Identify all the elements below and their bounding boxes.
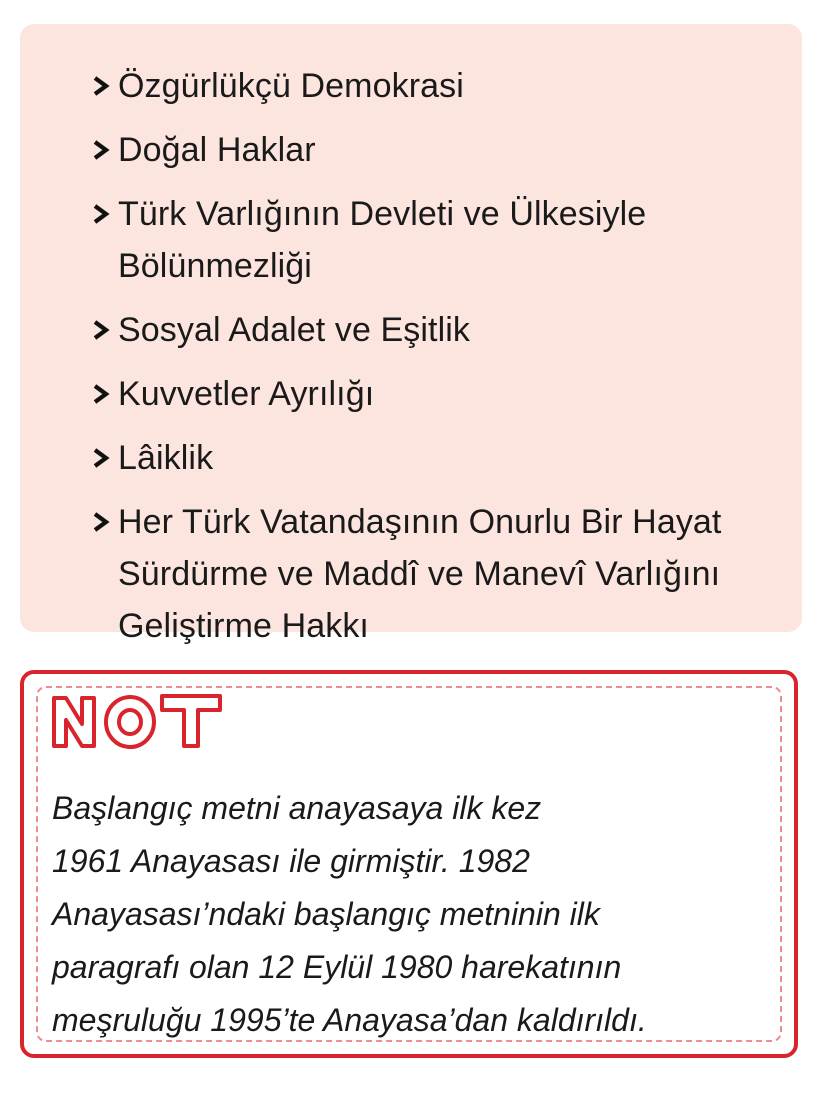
note-line: Anayasası’ndaki başlangıç metninin ilk: [52, 896, 600, 932]
chevron-right-icon: [92, 368, 114, 420]
list-item: [98, 304, 802, 356]
chevron-right-icon: [92, 124, 114, 176]
chevron-right-icon: [92, 304, 114, 356]
note-body: [52, 782, 772, 1047]
list-item: [98, 496, 802, 652]
list-item: [98, 60, 802, 112]
note-box: [20, 670, 798, 1058]
note-title: [48, 688, 228, 752]
list-item-text: Doğal Haklar: [118, 131, 316, 169]
chevron-right-icon: [92, 188, 114, 240]
note-line: paragrafı olan 12 Eylül 1980 harekatının: [52, 949, 622, 985]
list-item-text: Bölünmezliği: [118, 247, 312, 285]
list-item-text: Her Türk Vatandaşının Onurlu Bir Hayat: [118, 503, 722, 541]
list-item: [98, 188, 802, 292]
list-item-text: Özgürlükçü Demokrasi: [118, 67, 464, 105]
list-item: [98, 432, 802, 484]
note-title-logo: [48, 688, 228, 752]
chevron-right-icon: [92, 60, 114, 112]
list-item-text: Lâiklik: [118, 439, 214, 477]
list-item-text: Kuvvetler Ayrılığı: [118, 375, 375, 413]
note-line: Başlangıç metni anayasaya ilk kez: [52, 790, 542, 826]
list-item-text: Türk Varlığının Devleti ve Ülkesiyle: [118, 195, 647, 233]
list-item: [98, 124, 802, 176]
list-item: [98, 368, 802, 420]
principles-list: [98, 60, 802, 652]
chevron-right-icon: [92, 496, 114, 548]
note-line: 1961 Anayasası ile girmiştir. 1982: [52, 843, 530, 879]
list-item-text: Sürdürme ve Maddî ve Manevî Varlığını: [118, 555, 721, 593]
chevron-right-icon: [92, 432, 114, 484]
list-item-text: Geliştirme Hakkı: [118, 607, 369, 645]
list-item-text: Sosyal Adalet ve Eşitlik: [118, 311, 471, 349]
note-line: meşruluğu 1995’te Anayasa’dan kaldırıldı.: [52, 1002, 647, 1038]
principles-panel: [20, 24, 802, 645]
